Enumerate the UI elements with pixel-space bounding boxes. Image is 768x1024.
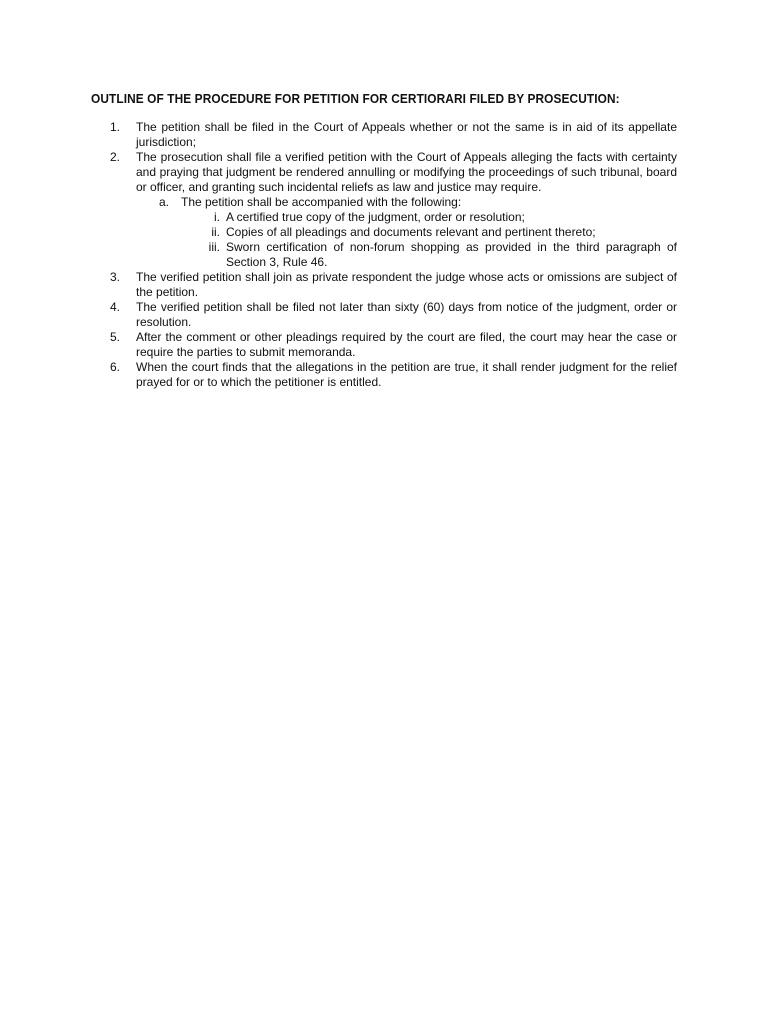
roman-list-item-text: A certified true copy of the judgment, order or resolution; [226, 210, 525, 224]
list-item-text: The verified petition shall join as private respondent the judge whose acts or omissions are subject of the petition. [136, 270, 677, 299]
list-item-text: After the comment or other pleadings required by the court are filed, the court may hear the case or require the parties to submit memoranda. [136, 330, 677, 359]
roman-list-item-text: Copies of all pleadings and documents relevant and pertinent thereto; [226, 225, 596, 239]
list-item-text: The verified petition shall be filed not later than sixty (60) days from notice of the judgment, order or resolution. [136, 300, 677, 329]
list-item [110, 300, 677, 330]
list-item [110, 330, 677, 360]
list-item [110, 120, 677, 150]
list-item-text: The prosecution shall file a verified petition with the Court of Appeals alleging the facts with certainty and praying that judgment be rendered annulling or modifying the proceedings of such tribunal, board or officer, and granting such incidental reliefs as law and justice may require. [136, 150, 677, 194]
sub-list-letter: a. [159, 195, 170, 209]
roman-list-item [136, 240, 677, 270]
roman-list-item [136, 225, 677, 240]
roman-list-item [136, 210, 677, 225]
list-item [110, 150, 677, 270]
procedure-list [110, 120, 677, 390]
sub-list-item [136, 195, 677, 270]
list-item-text: When the court finds that the allegations in the petition are true, it shall render judgment for the relief prayed for or to which the petitioner is entitled. [136, 360, 677, 389]
list-number: 2. [110, 150, 121, 164]
sub-list-item-text: The petition shall be accompanied with the following: [181, 195, 462, 209]
list-item [110, 270, 677, 300]
list-item-text: The petition shall be filed in the Court of Appeals whether or not the same is in aid of its appellate jurisdiction; [136, 120, 677, 149]
list-number: 5. [110, 330, 121, 344]
roman-numeral: ii. [211, 225, 220, 239]
list-number: 1. [110, 120, 121, 134]
roman-list-item-text: Sworn certification of non-forum shopping as provided in the third paragraph of Section 3, Rule 46. [226, 240, 677, 269]
roman-list [181, 210, 677, 270]
list-number: 4. [110, 300, 121, 314]
list-number: 6. [110, 360, 121, 374]
roman-numeral: iii. [208, 240, 220, 254]
sub-list [136, 195, 677, 270]
list-number: 3. [110, 270, 121, 284]
roman-numeral: i. [214, 210, 220, 224]
document-title: OUTLINE OF THE PROCEDURE FOR PETITION FOR CERTIORARI FILED BY PROSECUTION: [91, 92, 620, 106]
list-item [110, 360, 677, 390]
